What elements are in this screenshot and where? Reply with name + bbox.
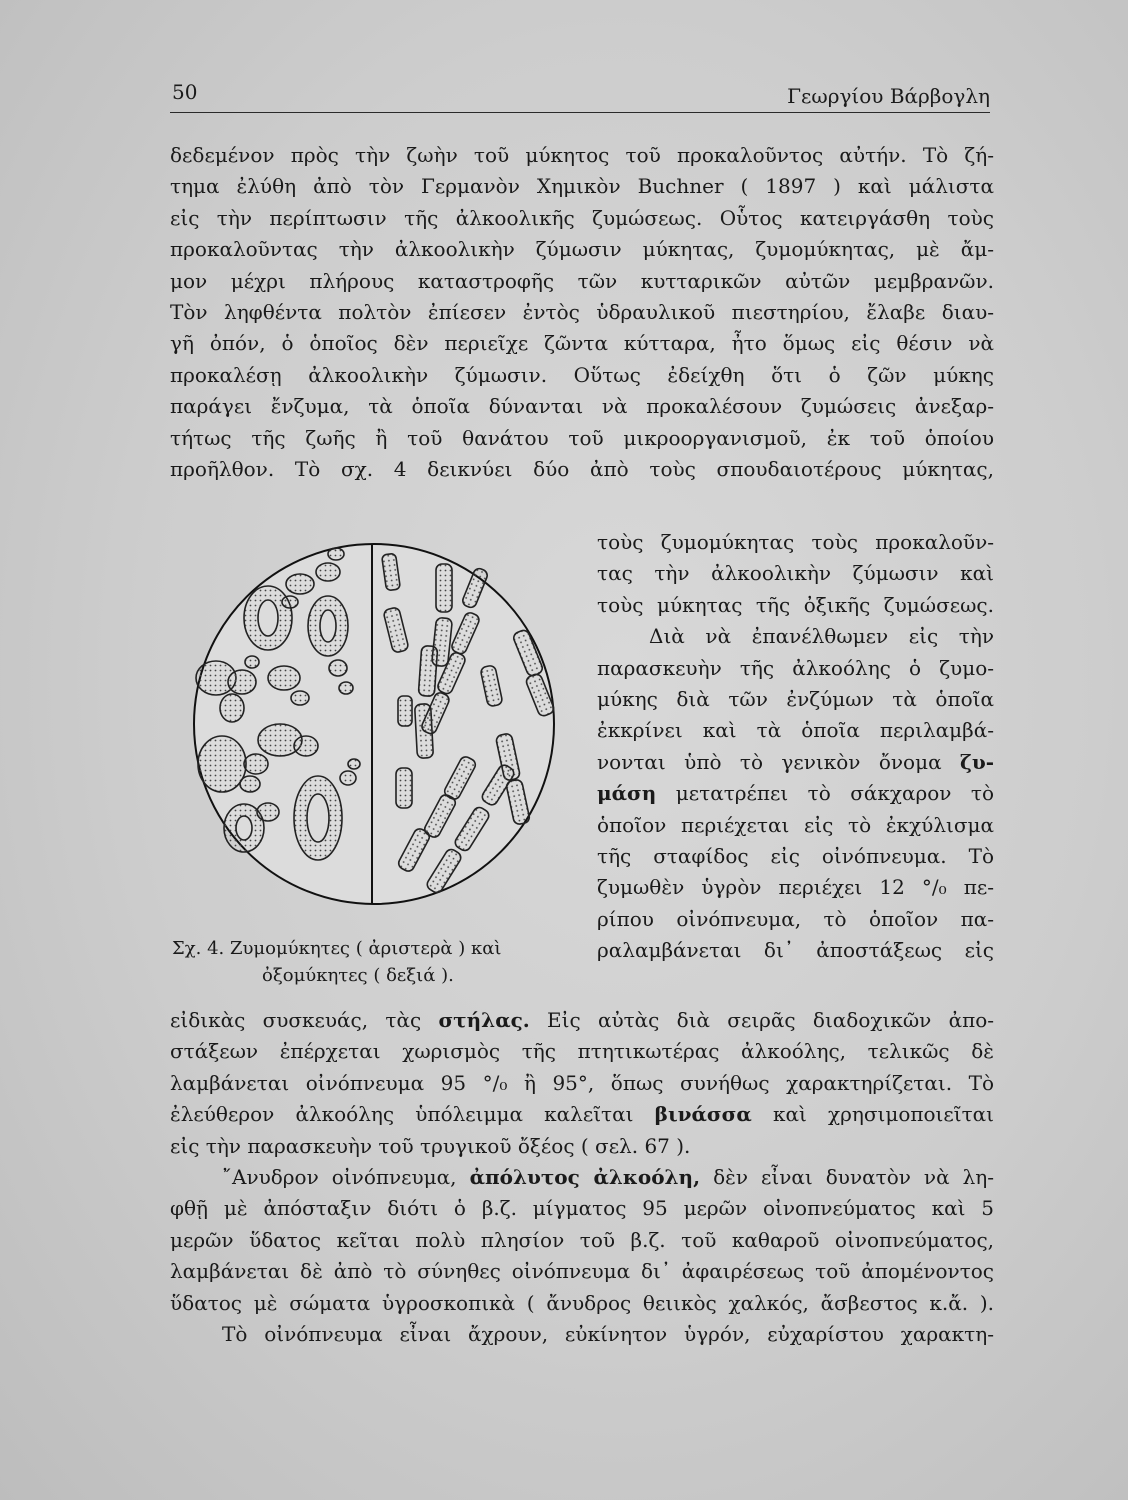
- text-line: προκαλοῦντας τὴν ἀλκοολικὴν ζύμωσιν μύκητας, ζυμομύκητας, μὲ ἄμ-: [170, 237, 994, 262]
- text-run: εἰδικὰς συσκευάς, τὰς: [170, 1008, 422, 1032]
- text-line: Τὸν ληφθέντα πολτὸν ἐπίεσεν ἐντὸς ὑδραυλικοῦ πιεστηρίου, ἔλαβε διαυ-: [170, 299, 994, 324]
- text-line: δεδεμένον πρὸς τὴν ζωὴν τοῦ μύκητος τοῦ προκαλοῦντος αὐτήν. Τὸ ζή-: [170, 143, 994, 167]
- term-absolute-alcohol: ἀπόλυτος ἀλκοόλη,: [469, 1164, 701, 1189]
- text-line: προῆλθον. Τὸ σχ. 4 δεικνύει δύο ἀπὸ τοὺς σπουδαιοτέρους μύκητας,: [170, 456, 994, 481]
- text-line: [597, 778, 994, 809]
- term-vinasse: βινάσσα: [654, 1102, 752, 1127]
- figure-4: [188, 528, 564, 928]
- text-line: παρασκευὴν τῆς ἀλκοόλης ὁ ζυμο-: [597, 655, 994, 680]
- text-line: φθῇ μὲ ἀπόσταξιν διότι ὁ β.ζ. μίγματος 95 μερῶν οἰνοπνεύματος καὶ 5: [170, 1196, 994, 1221]
- text-line: Τὸ οἰνόπνευμα εἶναι ἄχρουν, εὐκίνητον ὑγρόν, εὐχαρίστου χαρακτη-: [222, 1321, 994, 1346]
- text-line: τήτως τῆς ζωῆς ἢ τοῦ θανάτου τοῦ μικροοργανισμοῦ, ἐκ τοῦ ὁποίου: [170, 425, 994, 450]
- text-run: ῎Ανυδρον οἰνόπνευμα,: [222, 1164, 457, 1189]
- page-header: [170, 78, 990, 113]
- bottom-paragraphs: [170, 1005, 994, 1350]
- term-columns: στήλας.: [438, 1008, 530, 1032]
- text-line: τοὺς μύκητας τῆς ὀξικῆς ζυμώσεως.: [597, 592, 994, 617]
- text-line: ζυμωθὲν ὑγρὸν περιέχει 12 °/₀ πε-: [597, 875, 994, 900]
- text-run: νονται ὑπὸ τὸ γενικὸν ὄνομα: [597, 749, 942, 774]
- text-line: μον μέχρι πλήρους καταστροφῆς τῶν κυτταρικῶν αὐτῶν μεμβρανῶν.: [170, 268, 994, 293]
- text-line: εἰς τὴν περίπτωσιν τῆς ἀλκοολικῆς ζυμώσεως. Οὗτος κατειργάσθη τοὺς: [170, 205, 994, 230]
- text-line: ρίπου οἰνόπνευμα, τὸ ὁποῖον πα-: [597, 906, 994, 931]
- top-paragraph: [170, 140, 994, 485]
- term-zymase-end: μάση: [597, 781, 657, 806]
- text-line: μερῶν ὕδατος κεῖται πολὺ πλησίον τοῦ β.ζ. τοῦ καθαροῦ οἰνοπνεύματος,: [170, 1227, 994, 1252]
- text-line: λαμβάνεται δὲ ἀπὸ τὸ σύνηθες οἰνόπνευμα δι᾽ ἀφαιρέσεως τοῦ ἀπομένοντος: [170, 1259, 994, 1284]
- text-line: ὕδατος μὲ σώματα ὑγροσκοπικὰ ( ἄνυδρος θειικὸς χαλκός, ἄσβεστος κ.ἄ. ).: [170, 1290, 994, 1315]
- text-line: λαμβάνεται οἰνόπνευμα 95 °/₀ ἢ 95°, ὅπως συνήθως χαρακτηρίζεται. Τὸ: [170, 1070, 994, 1095]
- text-run: Εἰς αὐτὰς διὰ σειρᾶς διαδοχικῶν ἀπο-: [547, 1008, 995, 1032]
- text-run: δὲν εἶναι δυνατὸν νὰ λη-: [713, 1164, 995, 1189]
- text-line: Διὰ νὰ ἐπανέλθωμεν εἰς τὴν: [649, 624, 994, 649]
- page-number: 50: [172, 80, 198, 104]
- text-line: παράγει ἔνζυμα, τὰ ὁποῖα δύνανται νὰ προκαλέσουν ζυμώσεις ἀνεξαρ-: [170, 394, 994, 419]
- text-line: ὁποῖον περιέχεται εἰς τὸ ἐκχύλισμα: [597, 812, 994, 837]
- text-line: [597, 747, 994, 778]
- yeast-bacteria-illustration: [188, 528, 564, 924]
- text-line: [170, 1099, 994, 1130]
- text-line: τημα ἐλύθη ἀπὸ τὸν Γερμανὸν Χημικὸν Buchner ( 1897 ) καὶ μάλιστα: [170, 174, 994, 199]
- text-line: [170, 1005, 994, 1036]
- text-line: ἐκκρίνει καὶ τὰ ὁποῖα περιλαμβά-: [597, 718, 994, 743]
- figure-caption: [172, 935, 572, 989]
- text-line: ραλαμβάνεται δι᾽ ἀποστάξεως εἰς: [597, 938, 994, 963]
- text-line: τοὺς ζυμομύκητας τοὺς προκαλοῦν-: [597, 530, 994, 554]
- text-line: εἰς τὴν παρασκευὴν τοῦ τρυγικοῦ ὄξέος ( σελ. 67 ).: [170, 1133, 691, 1158]
- text-line: [170, 1162, 994, 1193]
- text-run: καὶ χρησιμοποιεῖται: [772, 1102, 995, 1127]
- running-head-author: Γεωργίου Βάρβογλη: [787, 84, 990, 108]
- caption-line: Σχ. 4. Ζυμομύκητες ( ἀριστερὰ ) καὶ: [172, 938, 502, 959]
- right-column-paragraph: [597, 527, 994, 966]
- text-run: μετατρέπει τὸ σάκχαρον τὸ: [675, 781, 995, 806]
- text-line: τῆς σταφίδος εἰς οἰνόπνευμα. Τὸ: [597, 843, 994, 868]
- text-line: γῆ ὀπόν, ὁ ὁποῖος δὲν περιεῖχε ζῶντα κύτταρα, ἦτο ὅμως εἰς θέσιν νὰ: [170, 331, 994, 356]
- text-line: στάξεων ἐπέρχεται χωρισμὸς τῆς πτητικωτέρας ἀλκοόλης, τελικῶς δὲ: [170, 1039, 994, 1064]
- text-run: ἐλεύθερον ἀλκοόλης ὑπόλειμμα καλεῖται: [170, 1102, 634, 1127]
- text-line: προκαλέσῃ ἀλκοολικὴν ζύμωσιν. Οὕτως ἐδείχθη ὅτι ὁ ζῶν μύκης: [170, 362, 994, 387]
- caption-line: ὀξομύκητες ( δεξιά ).: [262, 965, 454, 986]
- text-line: τας τὴν ἀλκοολικὴν ζύμωσιν καὶ: [597, 561, 994, 586]
- text-line: μύκης διὰ τῶν ἐνζύμων τὰ ὁποῖα: [597, 686, 994, 711]
- term-zymase: ζυ-: [959, 749, 995, 774]
